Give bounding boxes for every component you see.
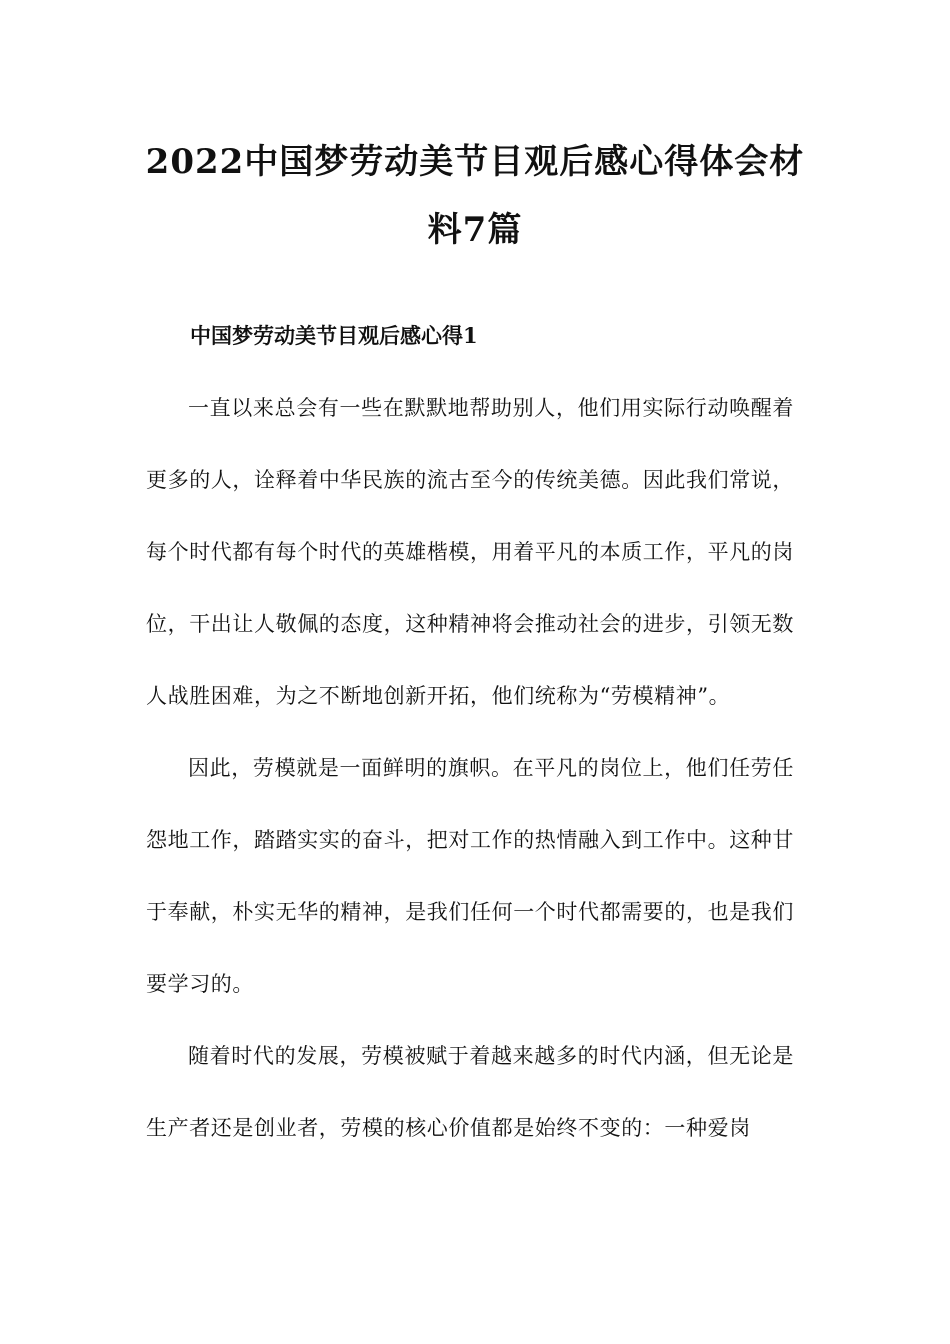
section-heading: 中国梦劳动美节目观后感心得1 <box>190 323 478 348</box>
paragraph: 随着时代的发展，劳模被赋于着越来越多的时代内涵，但无论是生产者还是创业者，劳模的核心价值都是始终不变的：一种爱岗 <box>146 1044 794 1140</box>
document-body <box>146 372 794 1164</box>
document-title: 2022中国梦劳动美节目观后感心得体会材料7篇 <box>145 142 805 250</box>
paragraph: 因此，劳模就是一面鲜明的旗帜。在平凡的岗位上，他们任劳任怨地工作，踏踏实实的奋斗，把对工作的热情融入到工作中。这种甘于奉献，朴实无华的精神，是我们任何一个时代都需要的，也是我们要学习的。 <box>146 756 794 996</box>
paragraph: 一直以来总会有一些在默默地帮助别人，他们用实际行动唤醒着更多的人，诠释着中华民族的流古至今的传统美德。因此我们常说，每个时代都有每个时代的英雄楷模，用着平凡的本质工作，平凡的岗位，干出让人敬佩的态度，这种精神将会推动社会的进步，引领无数人战胜困难，为之不断地创新开拓，他们统称为“劳模精神”。 <box>146 396 794 708</box>
